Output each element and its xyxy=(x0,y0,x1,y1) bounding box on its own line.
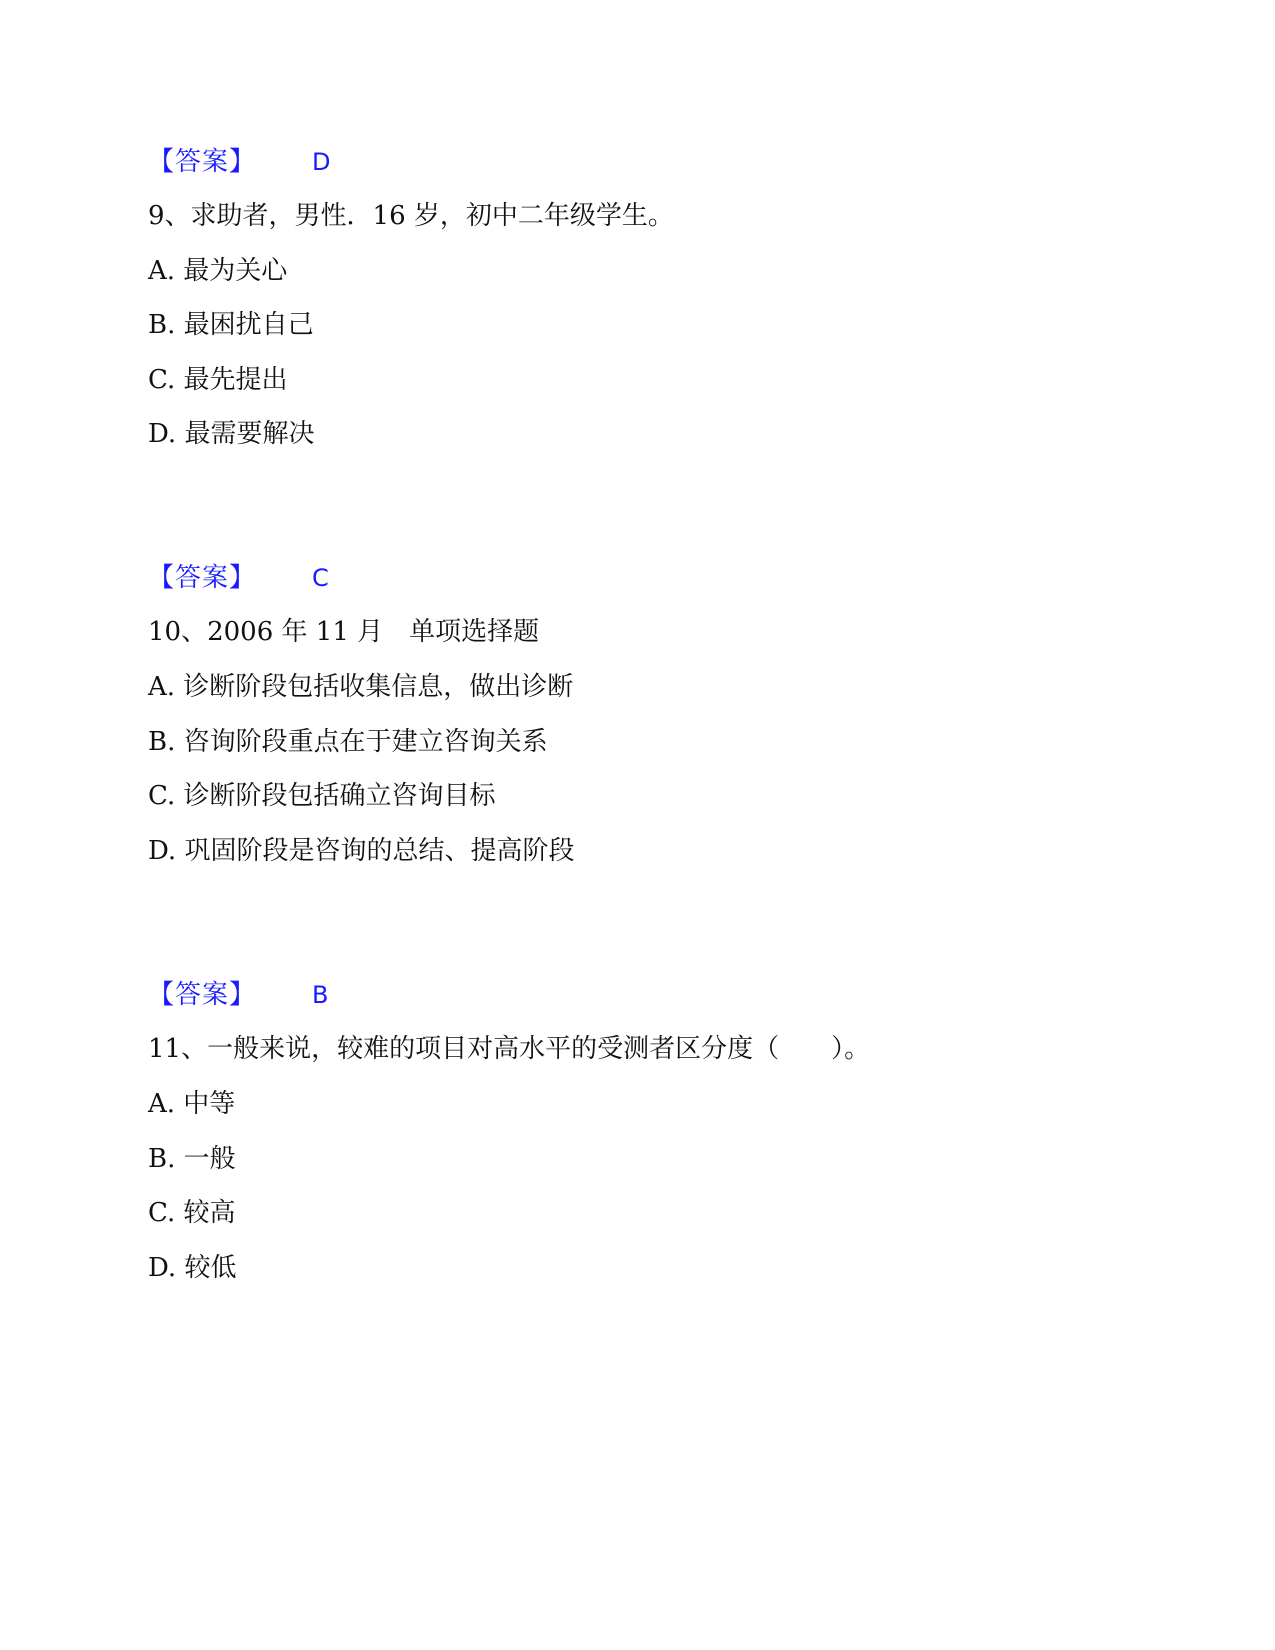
answer-tag: 【答案】 xyxy=(148,147,257,177)
option-10-a: A. 诊断阶段包括收集信息，做出诊断 xyxy=(148,672,574,702)
option-11-d: D. 较低 xyxy=(148,1253,237,1283)
option-9-b: B. 最困扰自己 xyxy=(148,310,314,340)
answer-value: D xyxy=(312,148,331,176)
option-10-c: C. 诊断阶段包括确立咨询目标 xyxy=(148,781,496,811)
option-9-a: A. 最为关心 xyxy=(148,256,288,286)
option-11-b: B. 一般 xyxy=(148,1144,236,1174)
option-10-b: B. 咨询阶段重点在于建立咨询关系 xyxy=(148,727,548,757)
answer-value: B xyxy=(312,981,329,1009)
answer-line-q8 xyxy=(148,145,331,179)
answer-tag: 【答案】 xyxy=(148,980,257,1010)
question-10: 10、2006 年 11 月 单项选择题 xyxy=(148,617,540,647)
option-11-c: C. 较高 xyxy=(148,1198,236,1228)
answer-tag: 【答案】 xyxy=(148,563,257,593)
question-9: 9、求助者，男性．16 岁，初中二年级学生。 xyxy=(148,201,674,231)
option-10-d: D. 巩固阶段是咨询的总结、提高阶段 xyxy=(148,836,575,866)
answer-value: C xyxy=(312,564,329,592)
option-11-a: A. 中等 xyxy=(148,1089,236,1119)
option-9-c: C. 最先提出 xyxy=(148,365,288,395)
answer-line-q10 xyxy=(148,978,328,1012)
question-11: 11、一般来说，较难的项目对高水平的受测者区分度（ ）。 xyxy=(148,1034,871,1064)
option-9-d: D. 最需要解决 xyxy=(148,419,315,449)
answer-line-q9 xyxy=(148,561,329,595)
